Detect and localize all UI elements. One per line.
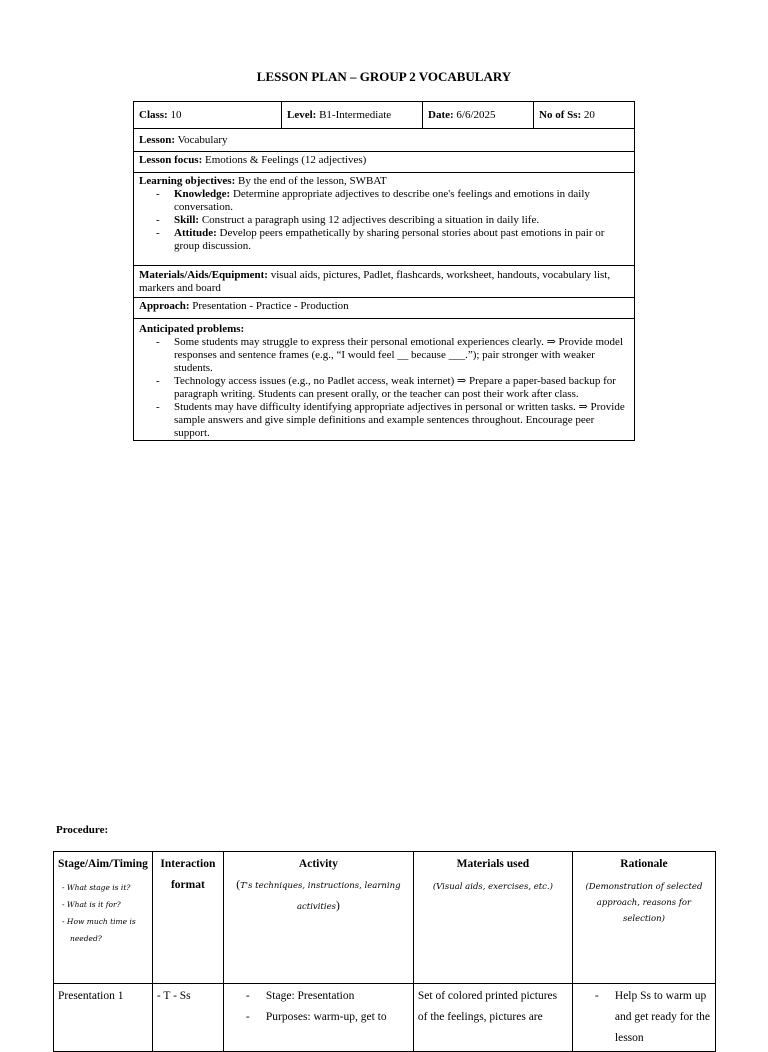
header-rationale-title: Rationale: [620, 858, 668, 870]
level-label: Level:: [287, 108, 317, 121]
lesson-value: Vocabulary: [175, 134, 228, 146]
problems-list: [139, 336, 629, 440]
objective-label: Attitude:: [174, 227, 217, 239]
paren-open: (: [236, 879, 241, 891]
class-cell: [134, 102, 282, 129]
header-stage-title: Stage/Aim/Timing: [58, 858, 148, 870]
lesson-focus-value: Emotions & Feelings (12 adjectives): [202, 154, 367, 166]
level-cell: [282, 102, 423, 129]
lesson-focus-label: Lesson focus:: [139, 154, 203, 166]
objectives-label: Learning objectives:: [139, 175, 236, 187]
objective-label: Knowledge:: [174, 188, 231, 200]
header-rationale-sub: (Demonstration of selected approach, reasons for selection): [585, 882, 703, 924]
date-label: Date:: [428, 108, 454, 121]
lesson-cell: [134, 129, 635, 152]
activity-sub-text: T's techniques, instructions, learning activities: [240, 881, 401, 912]
num-students-label: No of Ss:: [539, 108, 582, 121]
materials-label: Materials/Aids/Equipment:: [139, 269, 268, 281]
rationale-list: [577, 986, 711, 1049]
rationale-item: - Help Ss to warm up and get ready for the lesson: [615, 986, 711, 1049]
level-value: B1-Intermediate: [316, 108, 392, 121]
header-activity-title: Activity: [298, 858, 338, 870]
objective-text: Construct a paragraph using 12 adjectives describing a situation in daily life.: [199, 214, 540, 226]
objectives-intro: By the end of the lesson, SWBAT: [235, 175, 387, 187]
problem-item: - Some students may struggle to express their personal emotional experiences clearly. ⇒ Provide model responses and sentence frames (e.g., “I would feel __ because ___.”); pair stronger with weaker students.: [174, 336, 629, 375]
num-students-cell: [534, 102, 635, 129]
activity-cell: [223, 984, 413, 1052]
lesson-info-table: [133, 101, 635, 441]
objectives-list: [139, 188, 629, 253]
approach-label: Approach:: [139, 300, 190, 312]
problems-label: Anticipated problems:: [139, 323, 245, 335]
num-students-value: 20: [581, 108, 595, 121]
problem-item: - Technology access issues (e.g., no Padlet access, weak internet) ⇒ Prepare a paper-based backup for paragraph writing. Students can present orally, or the teacher can post their work after class.: [174, 375, 629, 401]
approach-cell: [134, 298, 635, 319]
lesson-label: Lesson:: [139, 134, 176, 146]
header-rationale: [572, 852, 715, 984]
header-activity: [223, 852, 413, 984]
objective-label: Skill:: [174, 214, 200, 226]
materials-value: visual aids, pictures, Padlet, flashcards, worksheet, handouts, vocabulary list, markers and board: [139, 269, 611, 294]
procedure-label: Procedure:: [56, 824, 109, 836]
activity-item: - Stage: Presentation: [266, 986, 409, 1007]
lesson-focus-cell: [134, 152, 635, 173]
interaction-cell: - T - Ss: [152, 984, 223, 1052]
header-stage: [54, 852, 153, 984]
stage-questions: [58, 879, 148, 947]
objective-item: [174, 188, 629, 214]
stage-question: - What is it for?: [62, 900, 121, 909]
approach-value: Presentation - Practice - Production: [189, 300, 349, 312]
table-row: [54, 984, 716, 1052]
materials-cell: Set of colored printed pictures of the feelings, pictures are: [413, 984, 572, 1052]
document-title: LESSON PLAN – GROUP 2 VOCABULARY: [256, 69, 512, 84]
header-materials-sub: (Visual aids, exercises, etc.): [432, 882, 553, 892]
class-label: Class:: [139, 108, 168, 121]
objective-item: [174, 227, 629, 253]
materials-cell: [134, 266, 635, 298]
stage-question: - How much time is needed?: [62, 917, 136, 943]
header-activity-sub: [228, 875, 409, 917]
objective-item: [174, 214, 629, 227]
learning-objectives-cell: [134, 173, 635, 266]
objective-text: Develop peers empathetically by sharing personal stories about past emotions in pair or group discussion.: [174, 227, 605, 252]
header-materials: [413, 852, 572, 984]
stage-question: - What stage is it?: [62, 883, 131, 892]
header-materials-title: Materials used: [456, 858, 530, 870]
stage-cell: Presentation 1: [54, 984, 153, 1052]
procedure-table: [53, 851, 716, 1052]
activity-list: [228, 986, 409, 1028]
header-interaction-title: Interaction format: [160, 858, 216, 891]
activity-item: - Purposes: warm-up, get to: [266, 1007, 409, 1028]
rationale-cell: [572, 984, 715, 1052]
date-value: 6/6/2025: [453, 108, 496, 121]
paren-close: ): [335, 900, 340, 912]
date-cell: [423, 102, 534, 129]
header-interaction: [152, 852, 223, 984]
anticipated-problems-cell: [134, 319, 635, 441]
class-value: 10: [167, 108, 182, 121]
objective-text: Determine appropriate adjectives to describe one's feelings and emotions in daily conversation.: [174, 188, 590, 213]
problem-item: - Students may have difficulty identifying appropriate adjectives in personal or written tasks. ⇒ Provide sample answers and give simple definitions and example sentences throughout. Encourage peer support.: [174, 401, 629, 440]
